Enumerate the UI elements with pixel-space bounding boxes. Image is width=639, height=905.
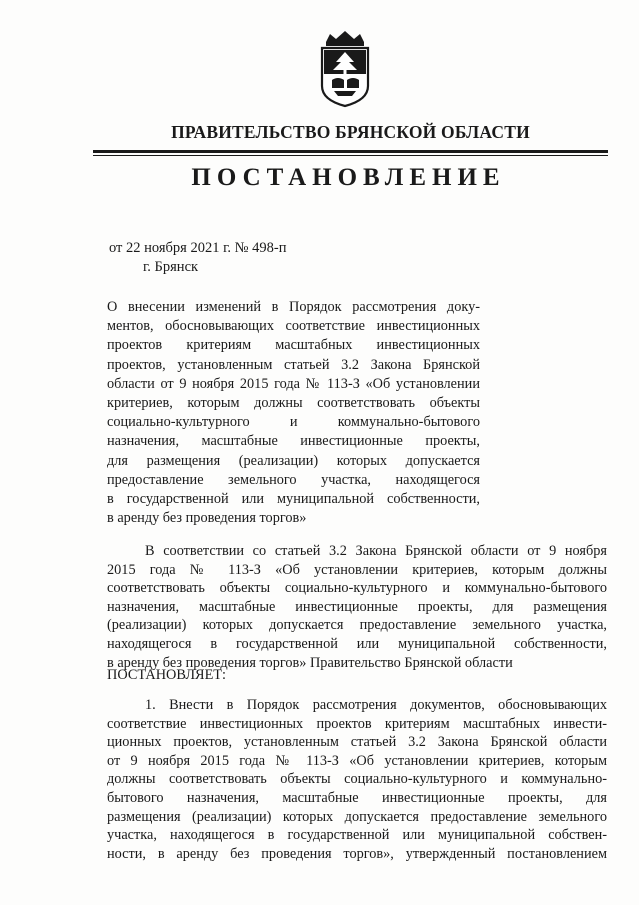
preamble-line: соответствовать объекты социально-культурного и коммунально-бытового: [107, 580, 607, 597]
resolves-heading: ПОСТАНОВЛЯЕТ:: [107, 667, 227, 683]
item-line: 1. Внести в Порядок рассмотрения документов, обосновывающих: [145, 697, 607, 713]
subject-line: назначения, масштабные инвестиционные проекты,: [107, 433, 480, 450]
document-city: г. Брянск: [143, 259, 199, 275]
item-line: должны соответствовать объекты социально-культурного и коммунально-: [107, 771, 607, 788]
subject-line: в государственной или муниципальной собственности,: [107, 491, 480, 508]
document-type-title: ПОСТАНОВЛЕНИЕ: [191, 164, 506, 191]
header-divider-thin: [93, 155, 608, 156]
subject-line: в аренду без проведения торгов»: [107, 510, 307, 527]
subject-line: области от 9 ноября 2015 года № 113-З «Об установлении: [107, 375, 480, 392]
organization-title: ПРАВИТЕЛЬСТВО БРЯНСКОЙ ОБЛАСТИ: [171, 122, 530, 142]
subject-line: критериев, которым должны соответствовать объекты: [107, 395, 480, 412]
item-line: участка, находящегося в государственной или муниципальной собствен-: [107, 827, 607, 844]
header-divider-thick: [93, 150, 608, 153]
preamble-line: В соответствии со статьей 3.2 Закона Брянской области от 9 ноября: [145, 543, 607, 559]
subject-line: ментов, обосновывающих соответствие инвестиционных: [107, 318, 480, 335]
item-1-paragraph: [107, 696, 607, 863]
document-subject: [107, 298, 480, 528]
bryansk-coat-of-arms-icon: [316, 28, 374, 108]
item-line: бытового назначения, масштабные инвестиционные проекты, для: [107, 789, 607, 806]
item-line: от 9 ноября 2015 года № 113-З «Об установлении критериев, которым: [107, 752, 607, 769]
preamble-line: в аренду без проведения торгов» Правительство Брянской области: [107, 654, 513, 671]
preamble-paragraph: [107, 542, 607, 672]
subject-line: О внесении изменений в Порядок рассмотрения доку-: [107, 299, 480, 315]
item-line: ционных проектов, установленным статьей 3.2 Закона Брянской области: [107, 734, 607, 751]
preamble-line: назначения, масштабные инвестиционные проекты, для размещения: [107, 598, 607, 615]
subject-line: социально-культурного и коммунально-бытового: [107, 414, 480, 431]
preamble-line: 2015 года № 113-З «Об установлении критериев, которым должны: [107, 561, 607, 578]
subject-line: предоставление земельного участка, находящегося: [107, 471, 480, 488]
document-date-number: от 22 ноября 2021 г. № 498-п: [109, 240, 287, 256]
item-line: соответствие инвестиционных проектов критериям масштабных инвести-: [107, 715, 607, 732]
preamble-line: (реализации) которых допускается предоставление земельного участка,: [107, 617, 607, 634]
preamble-line: находящегося в государственной или муниципальной собственности,: [107, 635, 607, 652]
subject-line: проектов, установленным статьей 3.2 Закона Брянской: [107, 356, 480, 373]
item-line: ности, в аренду без проведения торгов», утвержденный постановлением: [107, 845, 607, 862]
subject-line: для размещения (реализации) которых допускается: [107, 452, 480, 469]
subject-line: проектов критериям масштабных инвестиционных: [107, 337, 480, 354]
item-line: размещения (реализации) которых допускается предоставление земельного: [107, 808, 607, 825]
